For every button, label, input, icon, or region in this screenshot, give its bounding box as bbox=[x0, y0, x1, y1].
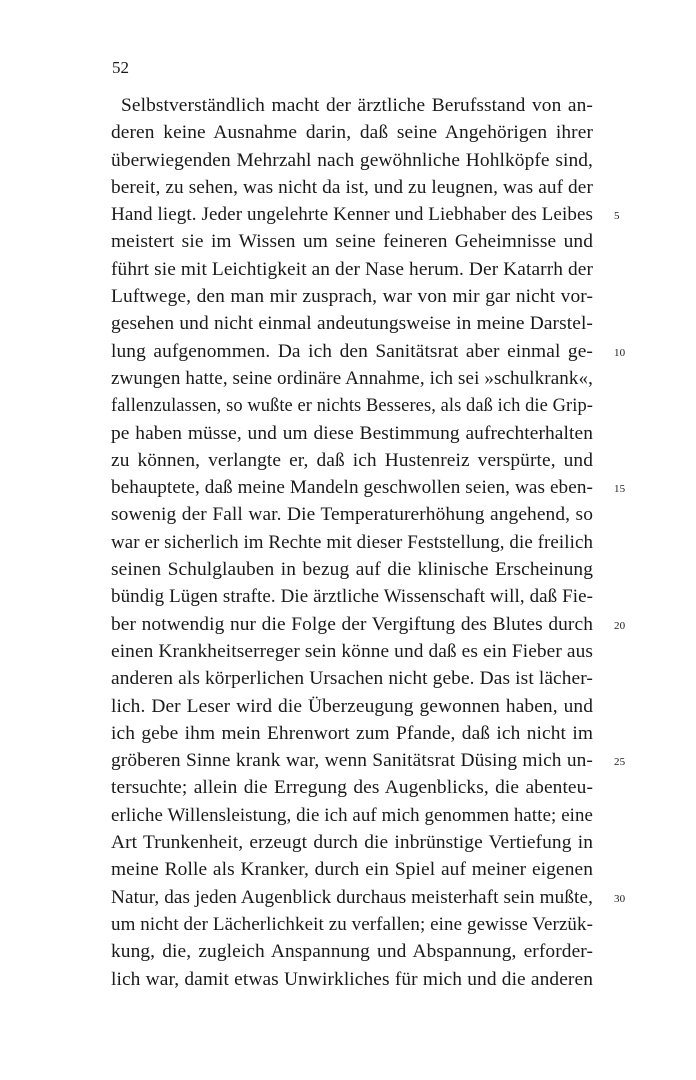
text-line-content: um nicht der Lächerlichkeit zu verfallen; eine gewisse Verzük- bbox=[111, 913, 593, 935]
text-line bbox=[111, 583, 593, 610]
text-line-content: Luftwege, den man mir zusprach, war von mir gar nicht vor- bbox=[111, 286, 593, 308]
text-line bbox=[111, 283, 593, 310]
text-line-content: erliche Willensleistung, die ich auf mich genommen hatte; eine bbox=[111, 804, 593, 826]
text-line bbox=[111, 256, 593, 283]
text-line bbox=[111, 147, 593, 174]
text-line-content: ich gebe ihm mein Ehrenwort zum Pfande, daß ich nicht im bbox=[111, 722, 593, 744]
text-line bbox=[111, 392, 593, 419]
text-line bbox=[111, 365, 593, 392]
text-line-content: Natur, das jeden Augenblick durchaus meisterhaft sein mußte, bbox=[111, 886, 593, 908]
text-line bbox=[111, 966, 593, 993]
text-line bbox=[111, 693, 593, 720]
text-line-content: überwiegenden Mehrzahl nach gewöhnliche Hohlköpfe sind, bbox=[111, 149, 593, 171]
text-line-content: einen Krankheitserreger sein könne und daß es ein Fieber aus bbox=[111, 640, 593, 662]
text-line bbox=[111, 802, 593, 829]
text-line-content: fallenzulassen, so wußte er nichts Besseres, als daß ich die Grip- bbox=[111, 395, 593, 417]
text-line-content: Art Trunkenheit, erzeugt durch die inbrünstige Vertiefung in bbox=[111, 832, 593, 854]
text-line bbox=[111, 529, 593, 556]
text-line-content: kung, die, zugleich Anspannung und Abspannung, erforder- bbox=[111, 941, 593, 963]
text-line-content: deren keine Ausnahme darin, daß seine Angehörigen ihrer bbox=[111, 122, 593, 144]
text-line bbox=[111, 856, 593, 883]
text-line bbox=[111, 911, 593, 938]
text-line-content: lich war, damit etwas Unwirkliches für mich und die anderen bbox=[111, 968, 593, 990]
text-line bbox=[111, 638, 593, 665]
text-line-content: seinen Schulglauben in bezug auf die klinische Erscheinung bbox=[111, 559, 593, 581]
text-line bbox=[111, 720, 593, 747]
text-line-content: zu können, verlangte er, daß ich Hustenreiz verspürte, und bbox=[111, 449, 593, 471]
text-line bbox=[111, 556, 593, 583]
text-line bbox=[111, 474, 626, 501]
text-line-content: meistert sie im Wissen um seine feineren Geheimnisse und bbox=[111, 231, 593, 253]
line-number-marker: 20 bbox=[614, 619, 626, 632]
text-line-content: zwungen hatte, seine ordinäre Annahme, ich sei »schulkrank«, bbox=[111, 367, 593, 389]
body-text bbox=[111, 92, 684, 993]
text-line bbox=[111, 119, 593, 146]
text-line-content: führt sie mit Leichtigkeit an der Nase herum. Der Katarrh der bbox=[111, 258, 593, 280]
line-number-marker: 30 bbox=[614, 892, 626, 905]
text-line bbox=[111, 884, 626, 911]
text-line-content: Hand liegt. Jeder ungelehrte Kenner und Liebhaber des Leibes bbox=[111, 204, 593, 226]
text-line bbox=[111, 228, 593, 255]
text-line bbox=[111, 665, 593, 692]
line-number-marker: 15 bbox=[614, 483, 626, 496]
text-line-content: anderen als körperlichen Ursachen nicht gebe. Das ist lächer- bbox=[111, 668, 593, 690]
text-line bbox=[111, 501, 593, 528]
text-line bbox=[111, 611, 626, 638]
text-line-content: gröberen Sinne krank war, wenn Sanitätsrat Düsing mich un- bbox=[111, 750, 593, 772]
text-line bbox=[111, 310, 593, 337]
text-line bbox=[111, 829, 593, 856]
text-line bbox=[111, 338, 626, 365]
text-line-content: ber notwendig nur die Folge der Vergiftung des Blutes durch bbox=[111, 613, 593, 635]
text-line-content: lung aufgenommen. Da ich den Sanitätsrat aber einmal ge- bbox=[111, 340, 593, 362]
text-line bbox=[111, 174, 593, 201]
page-number: 52 bbox=[112, 58, 129, 77]
line-number-marker: 10 bbox=[614, 346, 626, 359]
line-number-marker: 25 bbox=[614, 756, 626, 769]
text-line-content: gesehen und nicht einmal andeutungsweise in meine Darstel- bbox=[111, 313, 593, 335]
text-line bbox=[111, 201, 620, 228]
text-line bbox=[111, 447, 593, 474]
text-line-content: bereit, zu sehen, was nicht da ist, und zu leugnen, was auf der bbox=[111, 176, 593, 198]
text-line-content: sowenig der Fall war. Die Temperaturerhöhung angehend, so bbox=[111, 504, 593, 526]
text-line-content: war er sicherlich im Rechte mit dieser Feststellung, die freilich bbox=[111, 531, 593, 553]
line-number-marker: 5 bbox=[614, 210, 620, 223]
text-line bbox=[111, 747, 626, 774]
text-line-content: meine Rolle als Kranker, durch ein Spiel auf meiner eigenen bbox=[111, 859, 593, 881]
text-line-content: behauptete, daß meine Mandeln geschwollen seien, was eben- bbox=[111, 477, 593, 499]
text-line-content: lich. Der Leser wird die Überzeugung gewonnen haben, und bbox=[111, 695, 593, 717]
text-line bbox=[111, 938, 593, 965]
text-line-content: Selbstverständlich macht der ärztliche Berufsstand von an- bbox=[121, 95, 593, 116]
text-line bbox=[111, 92, 593, 119]
text-line-content: bündig Lügen strafte. Die ärztliche Wissenschaft will, daß Fie- bbox=[111, 586, 593, 608]
text-line bbox=[111, 420, 593, 447]
text-line bbox=[111, 774, 593, 801]
text-line-content: pe haben müsse, und um diese Bestimmung aufrechterhalten bbox=[111, 422, 593, 444]
text-line-content: tersuchte; allein die Erregung des Augenblicks, die abenteu- bbox=[111, 777, 593, 799]
